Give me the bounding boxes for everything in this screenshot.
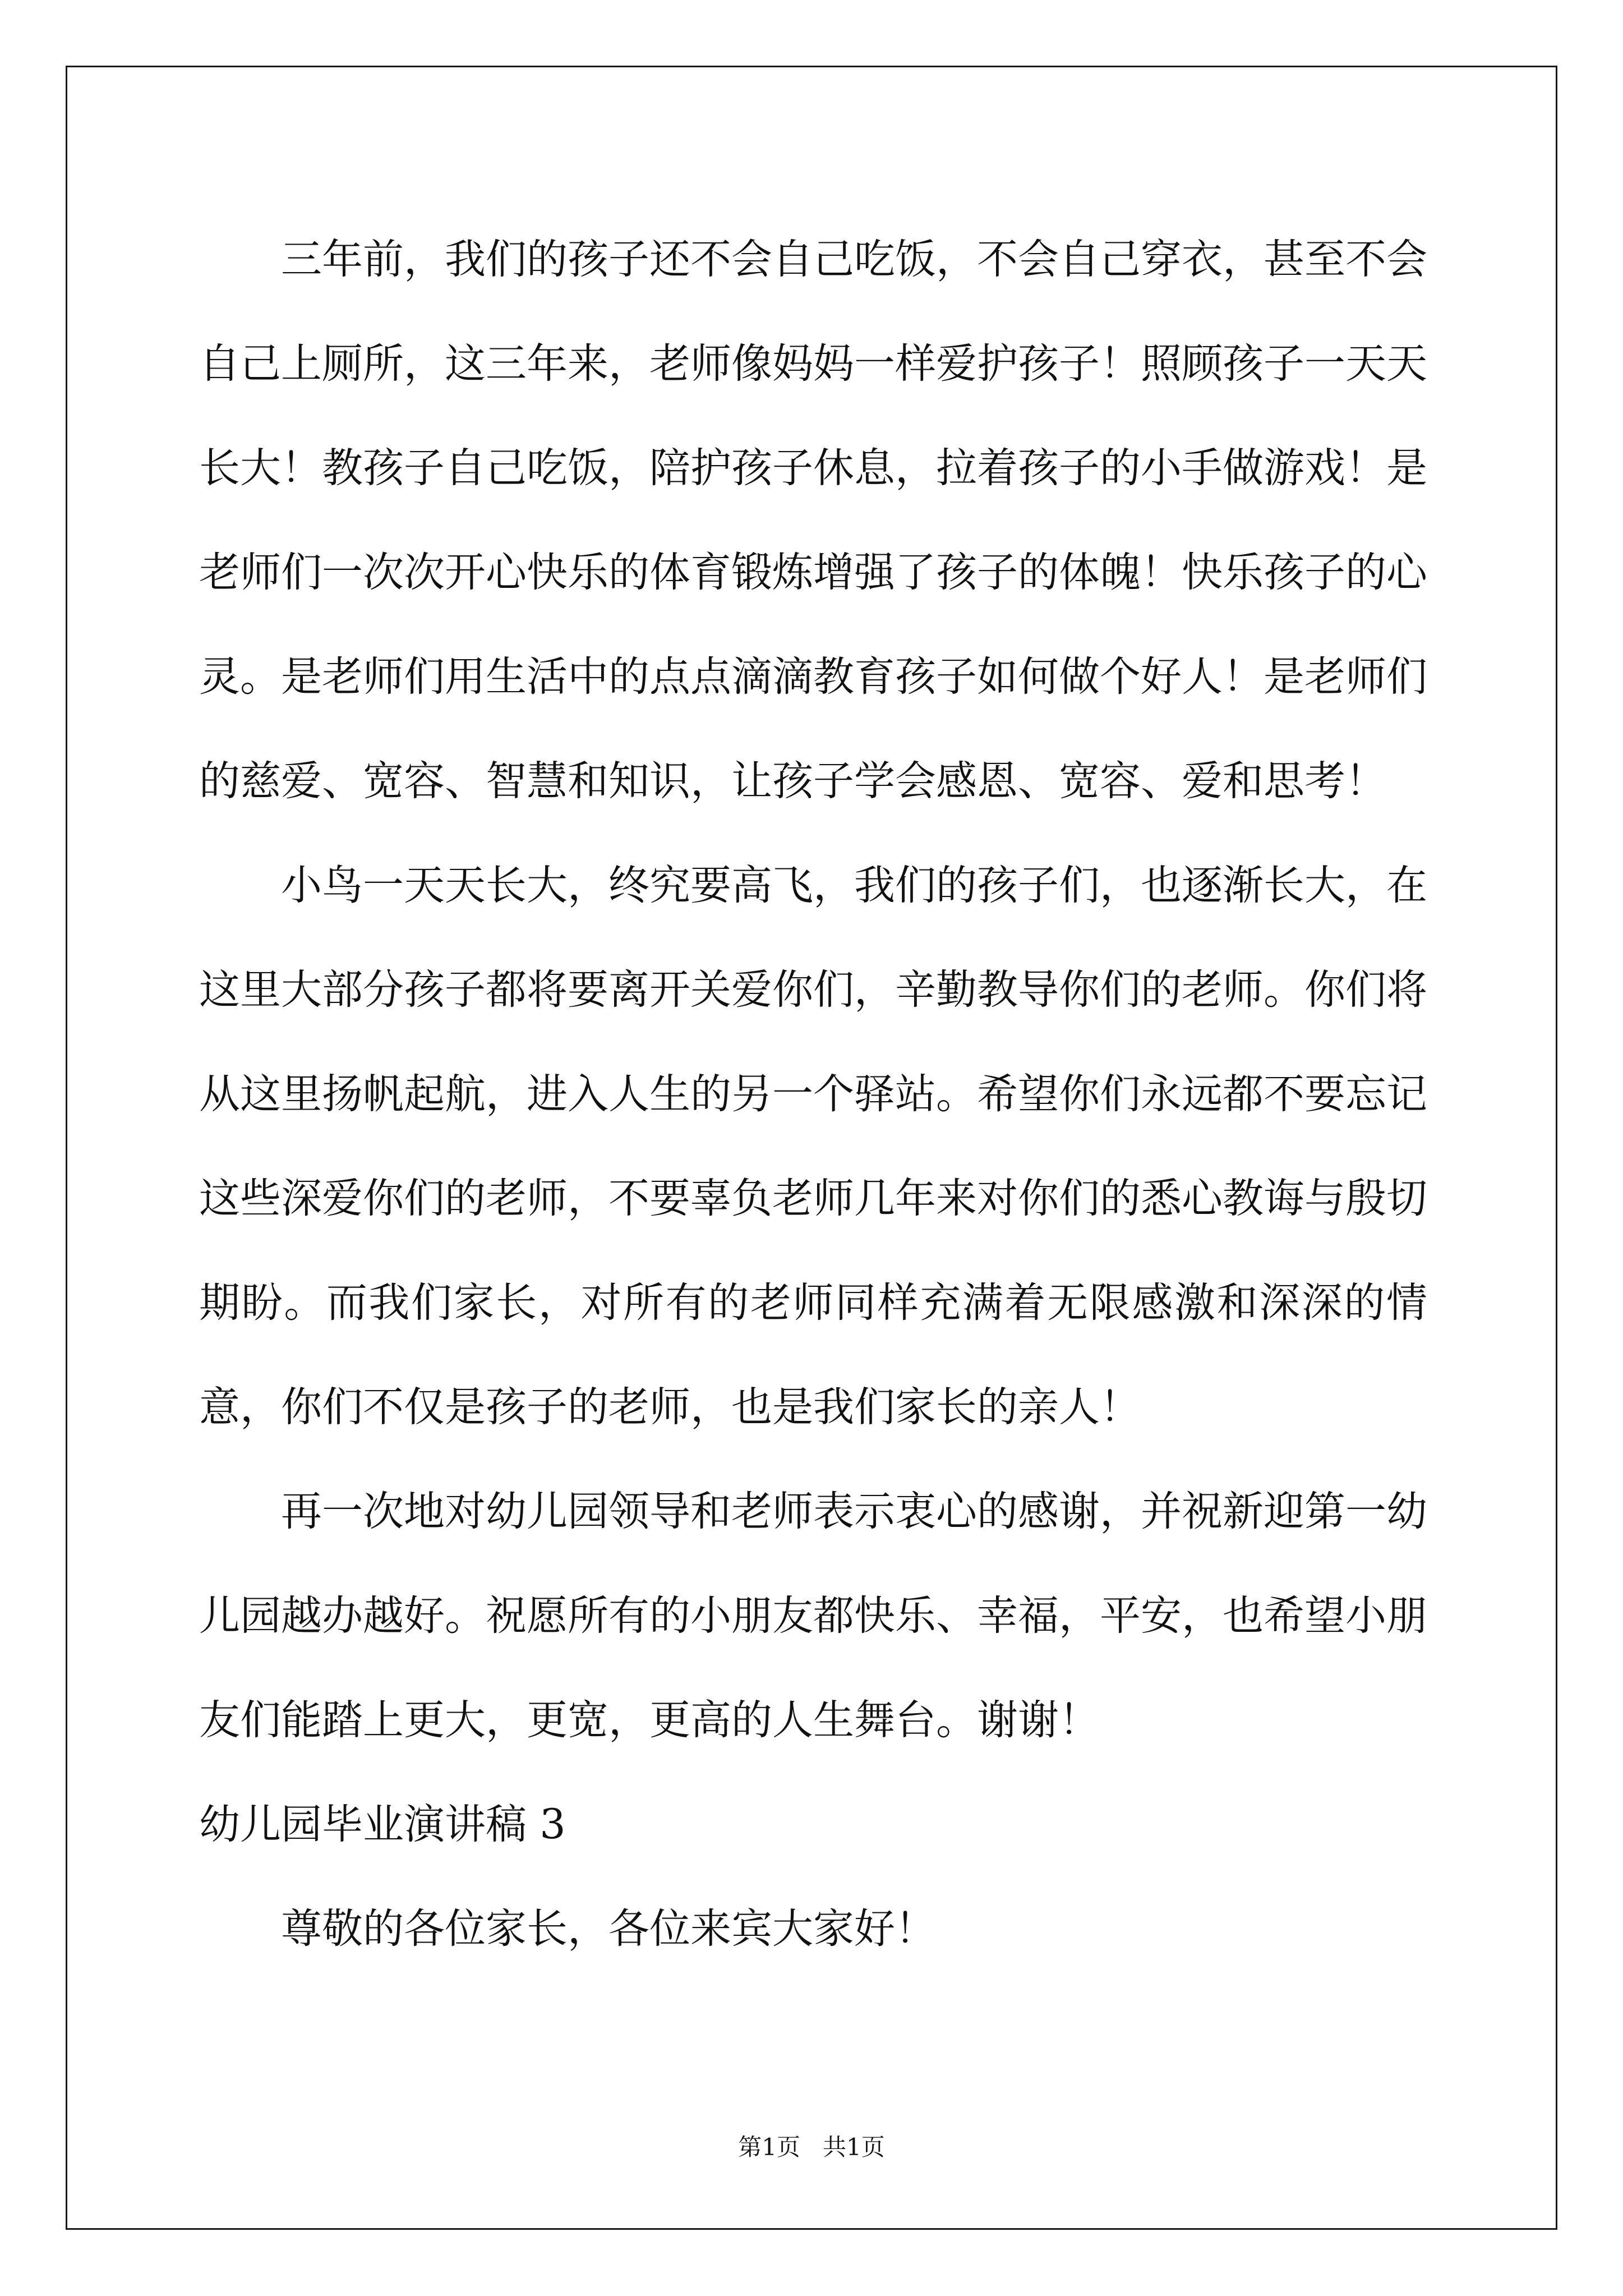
paragraph-3: 再一次地对幼儿园领导和老师表示衷心的感谢，并祝新迎第一幼儿园越办越好。祝愿所有的小朋友都快乐、幸福，平安，也希望小朋友们能踏上更大，更宽，更高的人生舞台。谢谢！ [199,1488,1427,1744]
paragraph-1: 三年前，我们的孩子还不会自己吃饭，不会自己穿衣，甚至不会自己上厕所，这三年来，老师像妈妈一样爱护孩子！照顾孩子一天天长大！教孩子自己吃饭，陪护孩子休息，拉着孩子的小手做游戏！是老师们一次次开心快乐的体育锻炼增强了孩子的体魄！快乐孩子的心灵。是老师们用生活中的点点滴滴教育孩子如何做个好人！是老师们的慈爱、宽容、智慧和知识，让孩子学会感恩、宽容、爱和思考！ [199,236,1427,805]
document-body [199,208,1427,1981]
greeting-paragraph: 尊敬的各位家长，各位来宾大家好！ [281,1905,936,1953]
page-footer: 第1页 共1页 [738,2133,885,2161]
section-heading: 幼儿园毕业演讲稿 3 [199,1801,566,1848]
paragraph-2: 小鸟一天天长大，终究要高飞，我们的孩子们，也逐渐长大，在这里大部分孩子都将要离开关爱你们，辛勤教导你们的老师。你们将从这里扬帆起航，进入人生的另一个驿站。希望你们永远都不要忘记这些深爱你们的老师，不要辜负老师几年来对你们的悉心教诲与殷切期盼。而我们家长，对所有的老师同样充满着无限感激和深深的情意，你们不仅是孩子的老师，也是我们家长的亲人！ [199,862,1427,1431]
